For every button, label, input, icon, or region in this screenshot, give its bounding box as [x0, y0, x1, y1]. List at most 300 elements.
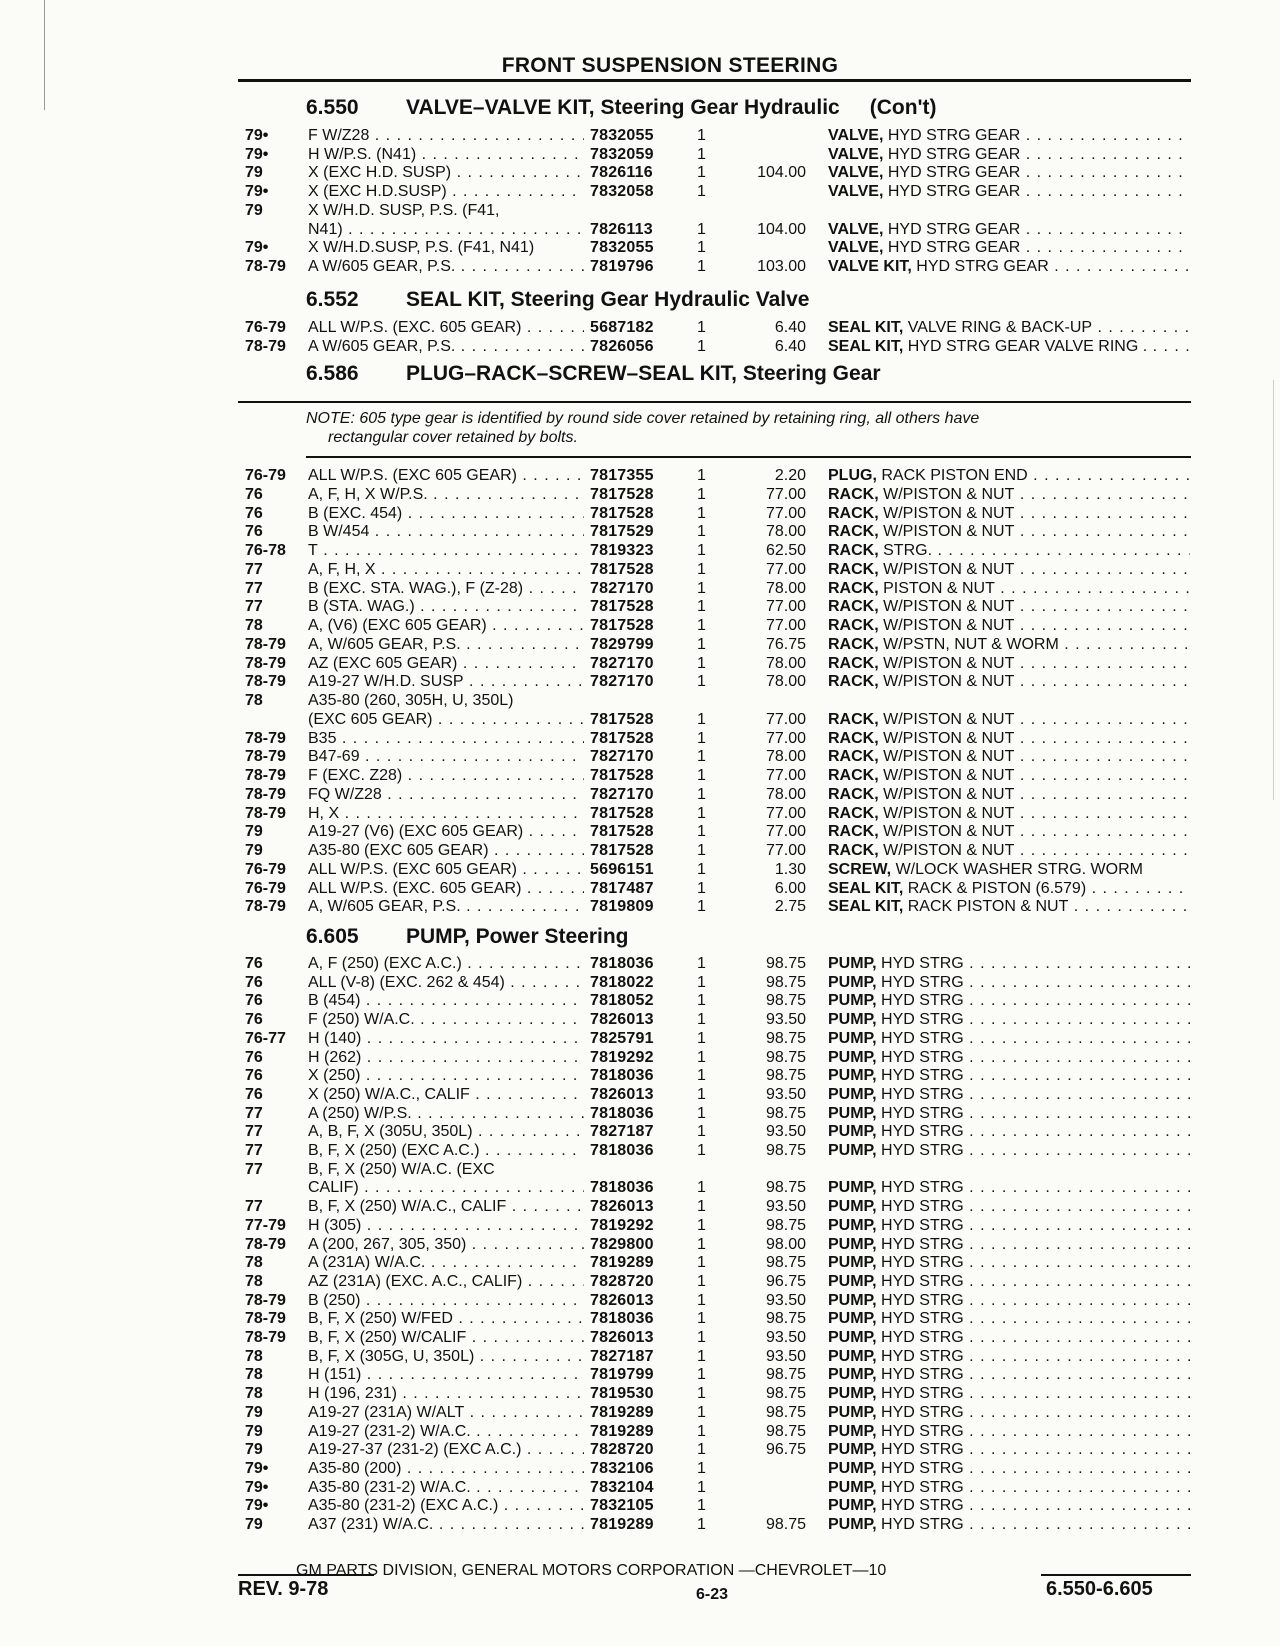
- part-name: [828, 1459, 1190, 1478]
- part-name: [828, 1347, 1190, 1366]
- part-name-bold: SEAL KIT,: [828, 337, 904, 355]
- model-year: 78-79: [245, 257, 286, 275]
- part-row: [0, 954, 1280, 973]
- part-name-detail: HYD STRG: [876, 1459, 964, 1477]
- model-year: 79: [245, 1403, 263, 1421]
- list-price: 104.00: [757, 220, 806, 238]
- part-number: 7819289: [590, 1516, 654, 1533]
- part-name: [828, 541, 1190, 560]
- model-year: 78-79: [245, 337, 286, 355]
- part-number: 7818036: [590, 955, 654, 972]
- quantity: 1: [697, 748, 706, 766]
- part-row: [0, 220, 1280, 239]
- part-name-bold: RACK,: [828, 673, 879, 691]
- part-row: [0, 691, 1280, 710]
- part-name-bold: VALVE KIT,: [828, 257, 912, 275]
- quantity: 1: [697, 823, 706, 841]
- part-name-detail: HYD STRG GEAR: [883, 183, 1021, 201]
- part-name-bold: VALVE,: [828, 183, 884, 201]
- part-name-bold: VALVE,: [828, 127, 884, 144]
- part-name-detail: HYD STRG: [876, 1235, 964, 1253]
- part-name: [828, 220, 1190, 239]
- part-name: [828, 747, 1190, 766]
- application-desc: A19-27 (231A) W/ALT . . .: [308, 1403, 584, 1422]
- part-number: 7826013: [590, 1329, 654, 1346]
- part-row: [0, 1272, 1280, 1291]
- part-row: [0, 504, 1280, 523]
- part-name-detail: HYD STRG GEAR VALVE RING .: [903, 337, 1148, 355]
- part-number: 7818052: [590, 992, 654, 1010]
- section-title: VALVE–VALVE KIT, Steering Gear Hydraulic: [406, 96, 840, 119]
- list-price: 93.50: [765, 1011, 806, 1029]
- part-name-bold: SEAL KIT,: [828, 879, 904, 897]
- part-number: 7826013: [590, 1198, 654, 1216]
- part-name-detail: HYD STRG GEAR: [883, 127, 1021, 144]
- part-name-detail: STRG.: [878, 542, 933, 559]
- application-desc: N41) . . .: [308, 220, 584, 239]
- list-price: 78.00: [765, 654, 806, 672]
- part-name-bold: PUMP,: [828, 1254, 877, 1272]
- part-name: [828, 1122, 1190, 1141]
- section-title: PUMP, Power Steering: [406, 925, 629, 948]
- application-desc: B, F, X (250) W/FED . . .: [308, 1309, 584, 1328]
- part-number: 7818022: [590, 973, 654, 991]
- model-year: 79: [245, 1516, 263, 1533]
- part-name-bold: RACK,: [828, 523, 879, 541]
- model-year: 79: [245, 1422, 263, 1440]
- model-year: 77: [245, 1142, 263, 1159]
- model-year: 78-79: [245, 1310, 286, 1328]
- part-number: 7826056: [590, 337, 654, 355]
- part-name-bold: VALVE,: [828, 145, 884, 163]
- list-price: 6.40: [774, 337, 806, 355]
- model-year: 79•: [245, 145, 269, 163]
- part-number: 7818036: [590, 1179, 654, 1197]
- part-number: 7826013: [590, 1011, 654, 1029]
- part-name-bold: RACK,: [828, 504, 879, 522]
- part-number: 7829800: [590, 1235, 654, 1253]
- part-name: [828, 1178, 1190, 1197]
- quantity: 1: [697, 467, 706, 484]
- part-name: [828, 672, 1190, 691]
- application-desc: A, B, F, X (305U, 350L) . . .: [308, 1122, 584, 1141]
- model-year: 78: [245, 1347, 263, 1365]
- part-name: [828, 654, 1190, 673]
- list-price: 2.20: [774, 467, 806, 484]
- model-year: 79•: [245, 183, 269, 201]
- part-name-detail: W/PISTON & NUT: [878, 617, 1015, 634]
- application-desc: ALL W/P.S. (EXC. 605 GEAR) . . .: [308, 318, 584, 337]
- quantity: 1: [697, 485, 706, 503]
- part-name: [828, 954, 1190, 973]
- list-price: 78.00: [765, 748, 806, 766]
- part-row: [0, 1122, 1280, 1141]
- part-name-bold: PUMP,: [828, 1198, 877, 1216]
- application-desc: ALL W/P.S. (EXC. 605 GEAR) . . .: [308, 879, 584, 898]
- part-name-detail: HYD STRG: [876, 973, 964, 991]
- part-number: 7829799: [590, 635, 654, 653]
- list-price: 104.00: [757, 164, 806, 182]
- application-desc: ALL W/P.S. (EXC 605 GEAR) . . .: [308, 466, 584, 485]
- part-name-bold: PUMP,: [828, 1329, 877, 1346]
- list-price: 98.75: [765, 1104, 806, 1122]
- part-name-bold: RACK,: [828, 598, 879, 616]
- quantity: 1: [697, 1329, 706, 1346]
- model-year: 78-79: [245, 785, 286, 803]
- model-year: 78-79: [245, 767, 286, 784]
- quantity: 1: [697, 617, 706, 634]
- part-number: 7832058: [590, 183, 654, 201]
- list-price: 98.75: [765, 992, 806, 1010]
- part-number: 7817528: [590, 767, 654, 784]
- list-price: 78.00: [765, 579, 806, 597]
- part-number: 7827170: [590, 785, 654, 803]
- application-desc: B W/454 . . .: [308, 522, 584, 541]
- list-price: 77.00: [765, 767, 806, 784]
- part-number: 7817528: [590, 560, 654, 578]
- quantity: 1: [697, 729, 706, 747]
- part-name-detail: HYD STRG: [876, 1142, 964, 1159]
- part-number: 7819809: [590, 898, 654, 916]
- part-number: 7832104: [590, 1478, 654, 1496]
- part-name-bold: PUMP,: [828, 1123, 877, 1141]
- application-desc: B, F, X (250) (EXC A.C.) . . .: [308, 1141, 584, 1160]
- part-name-bold: RACK,: [828, 635, 879, 653]
- part-number: 7828720: [590, 1272, 654, 1290]
- part-name-detail: W/PISTON & NUT: [878, 767, 1015, 784]
- list-price: 77.00: [765, 617, 806, 634]
- part-name-detail: W/PISTON & NUT: [878, 748, 1015, 766]
- application-desc: B35 . . .: [308, 729, 584, 748]
- list-price: 77.00: [765, 504, 806, 522]
- application-desc: B, F, X (250) W/A.C., CALIF . . .: [308, 1197, 584, 1216]
- part-row: [0, 238, 1280, 257]
- part-number: 7817528: [590, 710, 654, 728]
- quantity: 1: [697, 220, 706, 238]
- model-year: 76: [245, 1048, 263, 1066]
- part-name: [828, 1066, 1190, 1085]
- part-number: 7819289: [590, 1422, 654, 1440]
- model-year: 76: [245, 523, 263, 541]
- application-desc: H (151) . . .: [308, 1365, 584, 1384]
- part-name-detail: W/PISTON & NUT: [878, 598, 1015, 616]
- part-name-detail: HYD STRG GEAR: [911, 257, 1049, 275]
- part-name: [828, 841, 1190, 860]
- part-name-detail: HYD STRG: [876, 1366, 964, 1384]
- model-year: 79: [245, 823, 263, 841]
- part-row: [0, 337, 1280, 356]
- part-name-bold: PUMP,: [828, 1516, 877, 1533]
- part-number: 7827170: [590, 579, 654, 597]
- part-row: [0, 257, 1280, 276]
- model-year: 78-79: [245, 635, 286, 653]
- model-year: 79•: [245, 127, 269, 144]
- part-name: [828, 1478, 1190, 1497]
- application-desc: ALL (V-8) (EXC. 262 & 454) . . .: [308, 973, 584, 992]
- part-number: 7817528: [590, 504, 654, 522]
- part-name-detail: W/PISTON & NUT: [878, 710, 1015, 728]
- part-name-detail: HYD STRG: [876, 992, 964, 1010]
- part-number: 7827170: [590, 654, 654, 672]
- part-name-bold: PUMP,: [828, 1366, 877, 1384]
- application-desc: X (EXC H.D. SUSP) . . .: [308, 163, 584, 182]
- model-year: 78: [245, 617, 263, 634]
- part-name: [828, 785, 1190, 804]
- part-name: [828, 710, 1190, 729]
- quantity: 1: [697, 1235, 706, 1253]
- part-name: [828, 822, 1190, 841]
- list-price: 1.30: [774, 860, 806, 878]
- part-name-detail: HYD STRG: [876, 1029, 964, 1047]
- part-name-bold: PUMP,: [828, 992, 877, 1010]
- model-year: 78: [245, 1385, 263, 1403]
- part-row: [0, 597, 1280, 616]
- part-row: [0, 1384, 1280, 1403]
- quantity: 1: [697, 1029, 706, 1047]
- part-row: [0, 1422, 1280, 1441]
- part-name-bold: PUMP,: [828, 1235, 877, 1253]
- quantity: 1: [697, 1104, 706, 1122]
- model-year: 78-79: [245, 748, 286, 766]
- part-name-detail: HYD STRG: [876, 1441, 964, 1459]
- part-name-bold: VALVE,: [828, 239, 884, 257]
- part-name: [828, 1253, 1190, 1272]
- part-number: 7817528: [590, 485, 654, 503]
- part-name-bold: PUMP,: [828, 973, 877, 991]
- part-number: 7826013: [590, 1291, 654, 1309]
- part-name-bold: PUMP,: [828, 1347, 877, 1365]
- part-name-bold: PUMP,: [828, 1029, 877, 1047]
- part-name: [828, 597, 1190, 616]
- part-name-detail: W/PSTN, NUT & WORM: [878, 635, 1059, 653]
- part-name: [828, 560, 1190, 579]
- model-year: 78: [245, 1366, 263, 1384]
- part-number: 7832106: [590, 1459, 654, 1477]
- list-price: 93.50: [765, 1085, 806, 1103]
- part-name: [828, 1029, 1190, 1048]
- model-year: 77: [245, 1198, 263, 1216]
- part-name-bold: RACK,: [828, 804, 879, 822]
- list-price: 98.75: [765, 1366, 806, 1384]
- part-name-detail: HYD STRG: [876, 1478, 964, 1496]
- list-price: 103.00: [757, 257, 806, 275]
- part-name: [828, 1309, 1190, 1328]
- application-desc: A, F (250) (EXC A.C.) . . .: [308, 954, 584, 973]
- model-year: 77-79: [245, 1216, 286, 1234]
- list-price: 98.75: [765, 1048, 806, 1066]
- part-number: 7827187: [590, 1123, 654, 1141]
- part-name: [828, 126, 1190, 145]
- application-desc: A35-80 (200) . . .: [308, 1459, 584, 1478]
- part-name: [828, 729, 1190, 748]
- part-name-bold: RACK,: [828, 654, 879, 672]
- application-desc: A W/605 GEAR, P.S. . . .: [308, 337, 584, 356]
- part-row: [0, 1328, 1280, 1347]
- model-year: 78: [245, 1254, 263, 1272]
- part-row: [0, 841, 1280, 860]
- application-desc: A, W/605 GEAR, P.S. . . .: [308, 635, 584, 654]
- part-name-bold: PUMP,: [828, 1179, 877, 1197]
- part-row: [0, 1141, 1280, 1160]
- application-desc: A19-27 (231-2) W/A.C. . . .: [308, 1422, 584, 1441]
- section-range: 6.550-6.605: [1046, 1578, 1153, 1600]
- part-row: [0, 182, 1280, 201]
- part-row: [0, 635, 1280, 654]
- application-desc: A (200, 267, 305, 350) . . .: [308, 1235, 584, 1254]
- part-number: 7827170: [590, 748, 654, 766]
- quantity: 1: [697, 1347, 706, 1365]
- quantity: 1: [697, 257, 706, 275]
- part-name-detail: PISTON & NUT: [878, 579, 995, 597]
- part-row: [0, 991, 1280, 1010]
- application-desc: A, W/605 GEAR, P.S. . . .: [308, 897, 584, 916]
- model-year: 76-77: [245, 1029, 286, 1047]
- page-number: 6-23: [696, 1586, 729, 1603]
- quantity: 1: [697, 1067, 706, 1085]
- part-name: [828, 318, 1190, 337]
- quantity: 1: [697, 504, 706, 522]
- part-row: [0, 879, 1280, 898]
- part-name-bold: PUMP,: [828, 1216, 877, 1234]
- part-row: [0, 1235, 1280, 1254]
- quantity: 1: [697, 1048, 706, 1066]
- model-year: 76-79: [245, 879, 286, 897]
- part-name: [828, 1216, 1190, 1235]
- list-price: 93.50: [765, 1347, 806, 1365]
- part-number: 7819289: [590, 1254, 654, 1272]
- part-name-detail: HYD STRG: [876, 1347, 964, 1365]
- part-name-detail: HYD STRG: [876, 1497, 964, 1515]
- list-price: 96.75: [765, 1272, 806, 1290]
- part-name-bold: PUMP,: [828, 1067, 877, 1085]
- part-name-detail: HYD STRG: [876, 1516, 964, 1533]
- part-row: [0, 860, 1280, 879]
- application-desc: A19-27-37 (231-2) (EXC A.C.) . . .: [308, 1440, 584, 1459]
- part-row: [0, 729, 1280, 748]
- list-price: 98.75: [765, 1216, 806, 1234]
- quantity: 1: [697, 1142, 706, 1159]
- part-name-detail: HYD STRG: [876, 1422, 964, 1440]
- part-row: [0, 145, 1280, 164]
- list-price: 93.50: [765, 1198, 806, 1216]
- part-name-bold: RACK,: [828, 542, 879, 559]
- quantity: 1: [697, 785, 706, 803]
- part-name-detail: HYD STRG: [876, 1085, 964, 1103]
- quantity: 1: [697, 127, 706, 144]
- part-name: [828, 522, 1190, 541]
- model-year: 78-79: [245, 1235, 286, 1253]
- part-number: 7818036: [590, 1104, 654, 1122]
- quantity: 1: [697, 879, 706, 897]
- part-name-detail: RACK & PISTON (6.579): [903, 879, 1087, 897]
- part-row: [0, 579, 1280, 598]
- list-price: 98.75: [765, 1142, 806, 1159]
- application-desc: (EXC 605 GEAR) . . .: [308, 710, 584, 729]
- application-desc: B (EXC. 454) . . .: [308, 504, 584, 523]
- quantity: 1: [697, 673, 706, 691]
- model-year: 78: [245, 1272, 263, 1290]
- list-price: 77.00: [765, 485, 806, 503]
- list-price: 77.00: [765, 842, 806, 859]
- quantity: 1: [697, 1291, 706, 1309]
- part-name: [828, 804, 1190, 823]
- model-year: 77: [245, 579, 263, 597]
- part-number: 7827187: [590, 1347, 654, 1365]
- model-year: 76: [245, 1067, 263, 1085]
- model-year: 78-79: [245, 673, 286, 691]
- part-name-detail: W/PISTON & NUT: [878, 485, 1015, 503]
- list-price: 77.00: [765, 710, 806, 728]
- application-desc: A35-80 (260, 305H, U, 350L): [308, 692, 514, 709]
- part-number: 7819530: [590, 1385, 654, 1403]
- part-number: 7832055: [590, 239, 654, 257]
- section-heading: [306, 925, 629, 949]
- part-row: [0, 1496, 1280, 1515]
- part-name-bold: RACK,: [828, 729, 879, 747]
- quantity: 1: [697, 955, 706, 972]
- part-name-bold: RACK,: [828, 560, 879, 578]
- note-line: NOTE: 605 type gear is identified by round side cover retained by retaining ring, all others have: [306, 410, 980, 427]
- part-name-detail: VALVE RING & BACK-UP: [903, 319, 1093, 336]
- part-row: [0, 1459, 1280, 1478]
- section-number: 6.605: [306, 925, 359, 948]
- application-desc: B47-69 . . .: [308, 747, 584, 766]
- list-price: 98.75: [765, 1403, 806, 1421]
- part-name-detail: W/PISTON & NUT: [878, 823, 1015, 841]
- quantity: 1: [697, 1366, 706, 1384]
- part-name-detail: HYD STRG: [876, 1385, 964, 1403]
- part-name: [828, 1272, 1190, 1291]
- list-price: 76.75: [765, 635, 806, 653]
- model-year: 78-79: [245, 729, 286, 747]
- application-desc: H (262) . . .: [308, 1048, 584, 1067]
- part-name-detail: HYD STRG: [876, 1291, 964, 1309]
- part-number: 7819292: [590, 1048, 654, 1066]
- part-name-detail: HYD STRG: [876, 1216, 964, 1234]
- model-year: 76: [245, 992, 263, 1010]
- part-name: [828, 1440, 1190, 1459]
- part-name-detail: W/PISTON & NUT: [878, 729, 1015, 747]
- part-name: [828, 897, 1190, 916]
- part-name-bold: PUMP,: [828, 1011, 877, 1029]
- part-name: [828, 991, 1190, 1010]
- part-row: [0, 1478, 1280, 1497]
- model-year: 77: [245, 1104, 263, 1122]
- part-name: [828, 973, 1190, 992]
- quantity: 1: [697, 1497, 706, 1515]
- part-row: [0, 1216, 1280, 1235]
- model-year: 76: [245, 955, 263, 972]
- part-row: [0, 1253, 1280, 1272]
- part-name-detail: W/PISTON & NUT: [878, 654, 1015, 672]
- part-row: [0, 897, 1280, 916]
- application-desc: B (STA. WAG.) . . .: [308, 597, 584, 616]
- part-name: [828, 238, 1190, 257]
- part-row: [0, 1440, 1280, 1459]
- part-row: [0, 822, 1280, 841]
- part-name-detail: HYD STRG: [876, 1254, 964, 1272]
- list-price: 6.00: [774, 879, 806, 897]
- part-name-bold: PUMP,: [828, 1104, 877, 1122]
- part-name: [828, 1422, 1190, 1441]
- part-name-bold: PUMP,: [828, 1459, 877, 1477]
- part-name-detail: HYD STRG GEAR: [883, 145, 1021, 163]
- model-year: 76-78: [245, 542, 286, 559]
- application-desc: B, F, X (250) W/CALIF . . .: [308, 1328, 584, 1347]
- part-name-detail: W/PISTON & NUT: [878, 785, 1015, 803]
- note-line: rectangular cover retained by bolts.: [328, 429, 578, 446]
- quantity: 1: [697, 560, 706, 578]
